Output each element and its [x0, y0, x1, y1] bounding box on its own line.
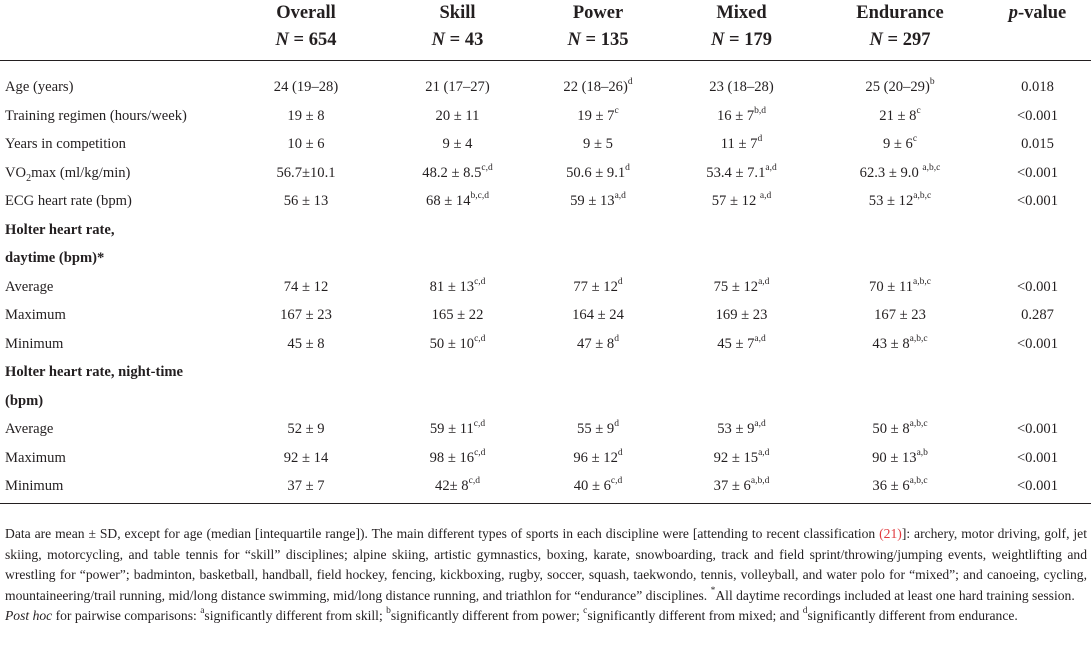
table-cell: $98 \pm 16^{c,d}$ [429, 447, 486, 466]
row-label: Minimum [5, 478, 64, 494]
table-row [0, 130, 1091, 159]
table-row [0, 444, 1091, 473]
p-value-cell: 0.018 [1021, 79, 1054, 95]
footnote-post-hoc: Post hoc for pairwise comparisons: $^a$significantly different from skill; $^b$significantly different from power; $^c$significantly different from mixed; and $^d$significantly different from endurance. [5, 606, 1018, 623]
n-endurance: N = 297 [869, 30, 931, 50]
table-cell: 165 ± 22 [431, 307, 484, 323]
table-header [0, 0, 1091, 61]
table-cell: $55 \pm 9^d$ [577, 419, 619, 437]
table-cell: $53.4 \pm 7.1^{a,d}$ [706, 162, 777, 181]
table-cell: 167 ± 23 [874, 307, 926, 323]
table-cell: 21 (17–27) [425, 79, 490, 95]
table-cell: $45 \pm 7^{a,d}$ [717, 333, 766, 352]
section-nighttime [0, 358, 1091, 387]
table-body [0, 61, 1091, 504]
header-pvalue: p-value [1008, 3, 1067, 23]
row-label: Average [5, 278, 54, 295]
table-cell: $75 \pm 12^{a,d}$ [713, 276, 770, 295]
header-skill: Skill [439, 3, 476, 23]
header-endurance: Endurance [856, 3, 944, 23]
header-corner [0, 0, 226, 27]
p-value-cell: <0.001 [1016, 278, 1059, 295]
n-overall: N = 654 [275, 30, 337, 50]
table-cell: $53 \pm 9^{a,d}$ [717, 419, 766, 437]
table-cell: 22 $(18-26)^d$ [563, 77, 633, 95]
table-cell: $48.2 \pm 8.5^{c,d}$ [422, 162, 493, 181]
table-cell: $53 \pm 12^{a,b,c}$ [868, 191, 932, 209]
p-value-cell: <0.001 [1016, 335, 1059, 352]
table-cell: 23 (18–28) [709, 79, 774, 95]
table-cell: 9 ± 4 [442, 136, 473, 152]
table-cell: $77 \pm 12^d$ [573, 276, 623, 295]
table-cell: $59 \pm 11^{c,d}$ [429, 419, 486, 437]
table-row [0, 73, 1091, 102]
table-cell: $19 \pm 7^c$ [577, 105, 619, 124]
table-cell: $59 \pm 13^{a,d}$ [570, 191, 626, 209]
section-daytime [0, 216, 1091, 245]
table-cell: 57 ± 12 $^{a,d}$ [711, 191, 772, 209]
table-row [0, 415, 1091, 444]
row-label: ECG heart rate (bpm) [5, 193, 132, 209]
table-cell: $81 \pm 13^{c,d}$ [429, 276, 486, 295]
section-nighttime [0, 387, 1091, 416]
table-cell: 25 $(20-29)^b$ [865, 77, 935, 95]
row-label: Maximum [5, 449, 66, 466]
table-cell: 20 ± 11 [435, 107, 480, 124]
table-cell: 10 ± 6 [287, 136, 325, 152]
row-label: Age (years) [5, 79, 74, 95]
table-cell: 52 ± 9 [287, 421, 325, 437]
p-value-cell: <0.001 [1016, 164, 1059, 181]
table-cell: $36 \pm 6^{a,b,c}$ [872, 476, 928, 494]
table-cell: 74 ± 12 [283, 278, 329, 295]
table-cell: 37 ± 7 [287, 478, 325, 494]
table-cell: $16 \pm 7^{b,d}$ [716, 105, 767, 124]
table-row [0, 301, 1091, 330]
row-label: Training regimen (hours/week) [5, 107, 187, 124]
n-mixed: N = 179 [711, 30, 772, 50]
p-value-cell: <0.001 [1016, 107, 1059, 124]
table-row [0, 472, 1091, 503]
table-row [0, 102, 1091, 131]
table-cell: $47 \pm 8^d$ [577, 333, 619, 352]
table-cell: $92 \pm 15^{a,d}$ [713, 447, 770, 466]
table-cell: $68 \pm 14^{b,c,d}$ [426, 191, 489, 209]
table-cell: $90 \pm 13^{a,b}$ [872, 447, 928, 466]
p-value-cell: <0.001 [1016, 421, 1059, 437]
row-label: Minimum [5, 335, 64, 352]
section-heading: Holter heart rate, [5, 221, 115, 238]
p-value-cell: <0.001 [1016, 478, 1059, 494]
n-power: N = 135 [567, 30, 629, 50]
n-skill: N = 43 [431, 30, 484, 50]
header-power: Power [572, 3, 624, 23]
table-cell: $96 \pm 12^d$ [573, 447, 623, 466]
table-cell: 56 ± 13 [283, 193, 329, 209]
table-cell: 9 ± 5 [583, 136, 613, 152]
table-cell: 56.7±10.1 [276, 164, 336, 181]
table-cell: 169 ± 23 [715, 307, 768, 323]
table-cell: $50 \pm 8^{a,b,c}$ [872, 419, 928, 437]
p-value-cell: <0.001 [1016, 449, 1059, 466]
row-label: Average [5, 421, 54, 437]
table-cell: 167 ± 23 [280, 307, 332, 323]
table-cell: $40 \pm 6^{c,d}$ [573, 476, 623, 494]
table-cell: 19 ± 8 [287, 107, 325, 124]
table-cell: 50.6 ± 9.1$^d$ [566, 162, 630, 181]
table-cell: 62.3 ± 9.0 $^{a,b,c}$ [859, 162, 941, 181]
p-value-cell: 0.287 [1021, 307, 1054, 323]
section-heading: (bpm) [5, 392, 44, 409]
table-cell: $70 \pm 11^{a,b,c}$ [869, 276, 931, 295]
table-row [0, 330, 1091, 359]
section-heading: daytime (bpm)* [5, 250, 105, 266]
table-cell: $50 \pm 10^{c,d}$ [429, 333, 486, 352]
section-daytime [0, 244, 1091, 273]
header-overall: Overall [276, 3, 336, 23]
table-cell: 45 ± 8 [287, 335, 325, 352]
table-cell: $42\pm 8^{c,d}$ [435, 476, 480, 494]
p-value-cell: <0.001 [1016, 193, 1059, 209]
section-heading: Holter heart rate, night-time [5, 364, 184, 380]
table-cell: 92 ± 14 [283, 449, 329, 466]
row-label: $VO_2\max$ (ml/kg/min) [5, 164, 131, 184]
citation-link[interactable]: (21) [879, 526, 902, 541]
table-cell: $9 \pm 6^c$ [882, 134, 918, 152]
table-row [0, 273, 1091, 302]
table-cell: 24 (19–28) [273, 79, 339, 95]
table-cell: $21 \pm 8^c$ [879, 105, 921, 124]
table-row [0, 187, 1091, 216]
row-label: Years in competition [5, 136, 126, 152]
header-mixed: Mixed [716, 3, 767, 23]
row-label: Maximum [5, 307, 66, 323]
table-cell: $37 \pm 6^{a,b,d}$ [713, 476, 770, 494]
table-footnotes [5, 524, 1087, 627]
p-value-cell: 0.015 [1021, 136, 1054, 152]
table-cell: 164 ± 24 [572, 307, 624, 323]
table-row [0, 159, 1091, 188]
table-cell: $43 \pm 8^{a,b,c}$ [872, 333, 928, 352]
table-cell: $11 \pm 7^d$ [720, 134, 763, 152]
footnote-data-description: Data are mean ± SD, except for age (median [intequartile range]). The main different types of sports in each discipline were [attending to recent classification (21)]: archery, motor driving, golf, jet skiing, motorcycling, and table tennis for “skill” disciplines; alpine skiing, artistic gymnastics, boxing, karate, snowboarding, track and field sprint/throwing/jumping events, weightlifting and wrestling for “power”; badminton, basketball, handball, field hockey, fencing, kickboxing, rugby, soccer, squash, taekwondo, tennis, volleyball, and water polo for “mixed”; and canoeing, cycling, mountaineering/trail running, mid/long distance swimming, mid/long distance running, and triathlon for “endurance” disciplines. *All daytime recordings included at least one hard training session. [5, 526, 1087, 603]
